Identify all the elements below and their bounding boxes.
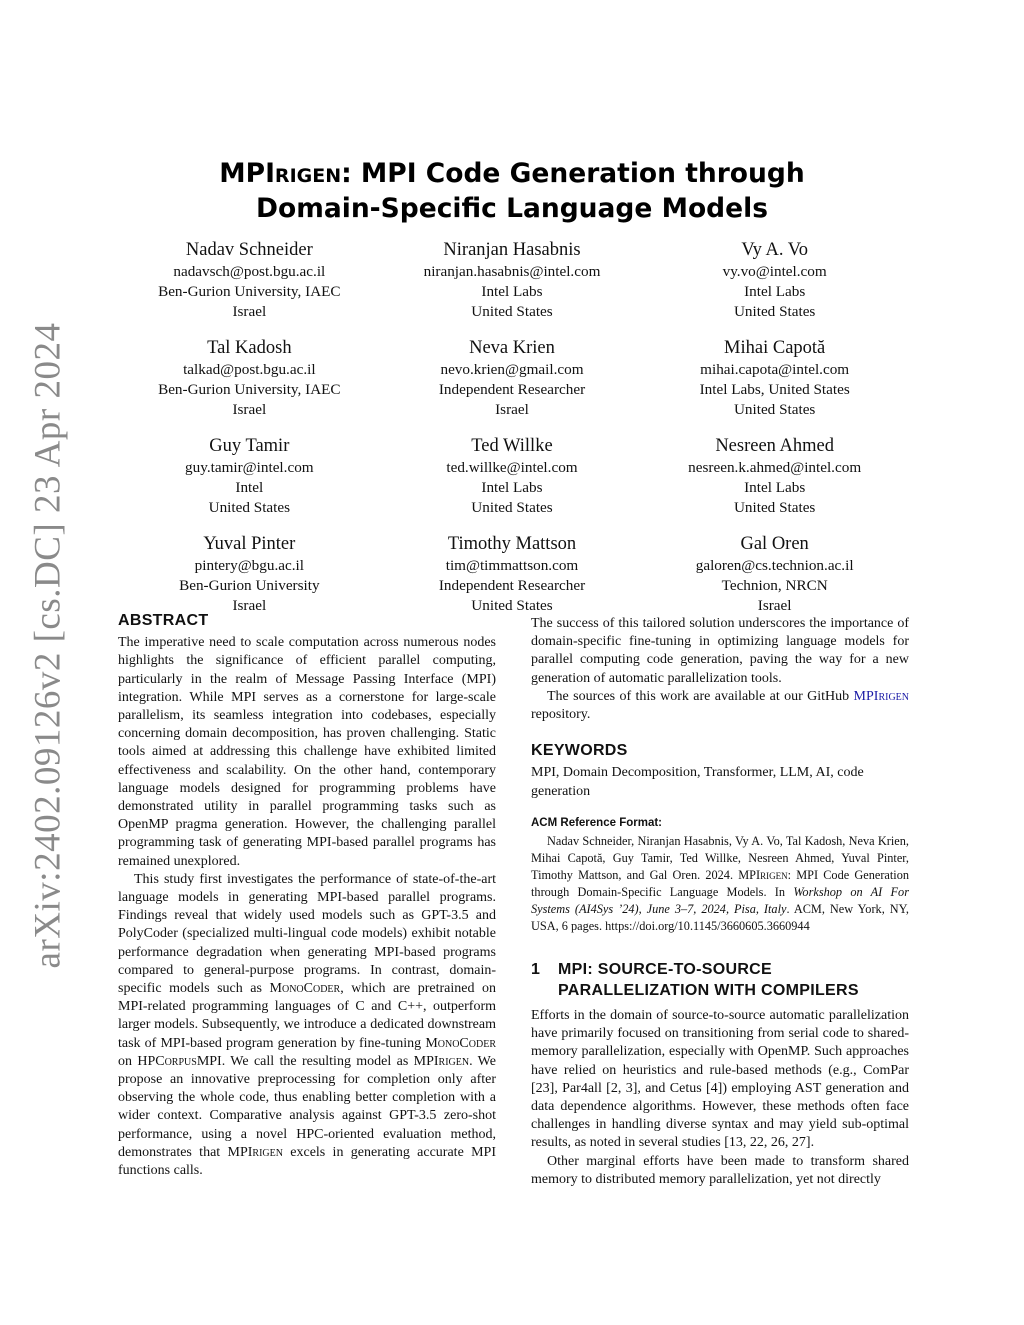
- author-grid: [118, 238, 906, 616]
- keywords-heading: KEYWORDS: [531, 742, 628, 760]
- author-block: [643, 532, 906, 616]
- author-block: [381, 434, 644, 518]
- acm-reference-text: Nadav Schneider, Niranjan Hasabnis, Vy A. Vo, Tal Kadosh, Neva Krien, Mihai Capotă, Guy Tamir, Ted Willke, Nesreen Ahmed, Yuval Pinter, Timothy Mattson, and Gal Oren. 2024. MPIrigen: MPI Code Generation through Domain-Specific Language Models. In Workshop on AI For Systems (AI4Sys ’24), June 3–7, 2024, Pisa, Italy. ACM, New York, NY, USA, 6 pages. https://doi.org/10.1145/3660605.3660944: [531, 834, 909, 934]
- author-affiliation: Intel Labs: [744, 283, 806, 300]
- sources-paragraph: The sources of this work are available at our GitHub MPIrigen repository.: [531, 688, 909, 723]
- author-country: United States: [733, 303, 816, 320]
- author-country: United States: [471, 597, 553, 614]
- author-country: Israel: [757, 597, 792, 614]
- author-affiliation: Independent Researcher: [438, 577, 586, 594]
- author-affiliation: Ben-Gurion University, IAEC: [158, 381, 341, 398]
- paper-title: [118, 156, 906, 226]
- section-1-number: 1: [531, 961, 541, 979]
- author-block: [381, 336, 644, 420]
- author-name: Niranjan Hasabnis: [443, 240, 581, 260]
- author-country: Israel: [232, 303, 267, 320]
- abstract-continuation: The success of this tailored solution underscores the importance of domain-specific fine-tuning in optimizing language models for parallel computing code generation, paving the way for a new generation of automatic parallelization tools.: [531, 616, 909, 686]
- author-block: [118, 532, 381, 616]
- author-name: Timothy Mattson: [447, 534, 577, 554]
- author-name: Nesreen Ahmed: [715, 436, 834, 456]
- author-block: [381, 238, 644, 322]
- author-name: Gal Oren: [740, 534, 809, 554]
- author-name: Tal Kadosh: [207, 338, 292, 358]
- author-email[interactable]: galoren@cs.technion.ac.il: [695, 557, 854, 574]
- author-affiliation: Intel Labs: [744, 479, 806, 496]
- github-repo-link[interactable]: MPIrigen: [853, 688, 909, 704]
- author-name: Yuval Pinter: [203, 534, 296, 554]
- author-email[interactable]: ted.willke@intel.com: [446, 459, 578, 476]
- author-email[interactable]: pintery@bgu.ac.il: [194, 557, 304, 574]
- author-country: United States: [471, 499, 553, 516]
- author-name: Ted Willke: [471, 436, 553, 456]
- author-affiliation: Ben-Gurion University, IAEC: [158, 283, 341, 300]
- author-block: [643, 434, 906, 518]
- title-model-name: MPIrigen: [219, 158, 342, 189]
- author-email[interactable]: mihai.capota@intel.com: [700, 361, 850, 378]
- acm-reference: [531, 814, 909, 935]
- abstract-paragraph-1: The imperative need to scale computation across numerous nodes highlights the significance of efficient parallel computing, particularly in the realm of Message Passing Interface (MPI) integration. While MPI serves as a cornerstone for large-scale parallelism, its seamless integration into codebases, especially concerning domain decomposition, has proven challenging. Static tools aimed at addressing this challenge have exhibited limited effectiveness and scalability. On the other hand, contemporary language models designed for programming problems have demonstrated utility in parallel programming tasks such as OpenMP pragma generation. However, the challenging parallel programming task of generating MPI-based parallel programs has remained unexplored.: [118, 635, 496, 869]
- acm-reference-label: ACM Reference Format:: [531, 816, 662, 829]
- arxiv-identifier: arXiv:2402.09126v2 [cs.DC] 23 Apr 2024: [27, 322, 69, 968]
- author-email[interactable]: vy.vo@intel.com: [722, 263, 827, 280]
- section-1-paragraph-2: Other marginal efforts have been made to transform shared memory to distributed memory parallelization, yet not directly: [531, 1153, 909, 1187]
- author-email[interactable]: talkad@post.bgu.ac.il: [183, 361, 316, 378]
- author-email[interactable]: nadavsch@post.bgu.ac.il: [173, 263, 326, 280]
- author-affiliation: Ben-Gurion University: [179, 577, 320, 594]
- arxiv-sidebar: [18, 322, 78, 968]
- author-email[interactable]: nesreen.k.ahmed@intel.com: [688, 459, 862, 476]
- right-column: [531, 615, 909, 1189]
- author-name: Nadav Schneider: [185, 240, 313, 260]
- keywords-text: MPI, Domain Decomposition, Transformer, LLM, AI, code generation: [531, 765, 864, 799]
- author-block: [643, 336, 906, 420]
- author-email[interactable]: tim@timmattson.com: [445, 557, 579, 574]
- author-country: United States: [208, 499, 291, 516]
- author-affiliation: Intel Labs: [481, 479, 543, 496]
- author-name: Guy Tamir: [209, 436, 290, 456]
- author-name: Mihai Capotă: [724, 338, 826, 358]
- author-country: Israel: [232, 401, 267, 418]
- author-block: [118, 336, 381, 420]
- author-affiliation: Technion, NRCN: [721, 577, 828, 594]
- title-line2: Domain-Specific Language Models: [256, 193, 768, 224]
- author-block: [118, 238, 381, 322]
- abstract-paragraph-2: This study first investigates the performance of state-of-the-art language models in generating MPI-based parallel programs. Findings reveal that widely used models such as GPT-3.5 and PolyCoder (specialized multi-lingual code models) exhibit notable performance degradation when generating MPI-based programs compared to general-purpose programs. In contrast, domain-specific models such as MonoCoder, which are pretrained on MPI-related programming languages of C and C++, outperform larger models. Subsequently, we introduce a dedicated downstream task of MPI-based program generation by fine-tuning MonoCoder on HPCorpusMPI. We call the resulting model as MPIrigen. We propose an innovative preprocessing for completion only after observing the whole code, thus enabling better completion with a wider context. Comparative analysis against GPT-3.5 zero-shot performance, using a novel HPC-oriented evaluation method, demonstrates that MPIrigen excels in generating accurate MPI functions calls.: [118, 871, 496, 1179]
- section-1-paragraph-1: Efforts in the domain of source-to-source automatic parallelization have primarily focused on transitioning from serial code to shared-memory parallelization, especially with OpenMP. Such approaches have relied on heuristics and rule-based methods (e.g., ComPar [23], Par4all [2, 3], and Cetus [4]) employing AST generation and data dependence algorithms. However, these methods often face challenges in handling diverse syntax and may yield sub-optimal results, as noted in several studies [13, 22, 26, 27].: [531, 1008, 909, 1151]
- author-affiliation: Intel Labs: [481, 283, 543, 300]
- author-country: Israel: [232, 597, 267, 614]
- left-column: [118, 612, 496, 1180]
- author-affiliation: Intel: [235, 479, 264, 496]
- author-affiliation: Intel Labs, United States: [699, 381, 850, 398]
- section-1-title: MPI: SOURCE-TO-SOURCE PARALLELIZATION WITH COMPILERS: [558, 961, 859, 1000]
- author-country: United States: [471, 303, 553, 320]
- author-name: Vy A. Vo: [741, 240, 808, 260]
- author-email[interactable]: nevo.krien@gmail.com: [440, 361, 584, 378]
- title-line1-rest: : MPI Code Generation through: [341, 158, 805, 189]
- author-email[interactable]: guy.tamir@intel.com: [185, 459, 314, 476]
- author-country: United States: [733, 401, 816, 418]
- author-country: Israel: [495, 401, 529, 418]
- author-name: Neva Krien: [469, 338, 555, 358]
- author-email[interactable]: niranjan.hasabnis@intel.com: [423, 263, 601, 280]
- author-block: [381, 532, 644, 616]
- author-country: United States: [733, 499, 816, 516]
- section-1-heading: [531, 959, 909, 1001]
- author-block: [643, 238, 906, 322]
- author-affiliation: Independent Researcher: [438, 381, 586, 398]
- author-block: [118, 434, 381, 518]
- abstract-heading: ABSTRACT: [118, 612, 209, 629]
